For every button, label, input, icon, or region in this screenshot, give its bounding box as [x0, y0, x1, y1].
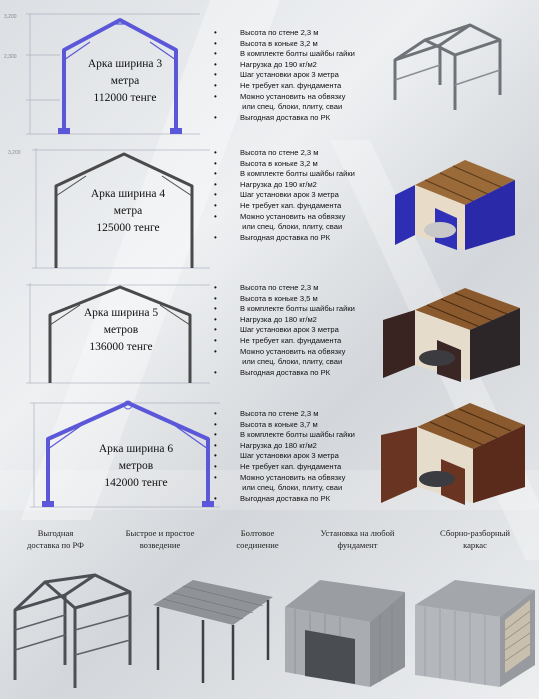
spec-item: • Шаг установки арок 3 метра	[214, 70, 355, 81]
spec-item: • Не требует кап. фундамента	[214, 462, 355, 473]
spec-item: • Выгодная доставка по РК	[214, 494, 355, 505]
caption-price: 112000 тенге	[93, 92, 157, 104]
garage-render-blue-doors	[385, 150, 525, 260]
spec-item: • Нагрузка до 180 кг/м2	[214, 441, 355, 452]
spec-list-1	[214, 28, 355, 123]
feature-fast-assembly	[105, 527, 215, 551]
feature-line: Сборно-разборный	[439, 528, 510, 538]
spec-item: • Шаг установки арок 3 метра	[214, 325, 355, 336]
feature-collapsible	[420, 527, 530, 551]
spec-item: • Высота по стене 2,3 м	[214, 148, 355, 159]
spec-item: • В комплекте болты шайбы гайки	[214, 169, 355, 180]
feature-line: каркас	[463, 540, 487, 550]
spec-item: • Высота по стене 2,3 м	[214, 283, 355, 294]
garage-render-dark-doors	[375, 280, 525, 390]
caption-subtitle: метра	[110, 75, 140, 87]
spec-list-4	[214, 409, 355, 504]
caption-price: 142000 тенге	[104, 477, 168, 489]
caption-title: Арка ширина 6	[98, 443, 174, 455]
product-caption-1	[70, 56, 180, 107]
feature-line: доставка по РФ	[27, 540, 84, 550]
feature-line: Установка на любой	[320, 528, 395, 538]
product-section-2	[0, 140, 539, 275]
frame-render-image	[385, 15, 520, 115]
spec-item: • Не требует кап. фундамента	[214, 336, 355, 347]
clad-garage-render	[410, 575, 538, 695]
spec-item: • Шаг установки арок 3 метра	[214, 451, 355, 462]
product-section-4	[0, 395, 539, 525]
feature-delivery	[8, 527, 103, 551]
roofed-frame-render	[148, 575, 278, 685]
spec-item: • Нагрузка до 190 кг/м2	[214, 180, 355, 191]
spec-item: • Высота в коньке 3,7 м	[214, 420, 355, 431]
spec-list-3	[214, 283, 355, 378]
caption-price: 125000 тенге	[96, 222, 160, 234]
svg-text:3,200: 3,200	[8, 150, 21, 156]
product-caption-2	[68, 186, 188, 237]
product-section-1	[0, 0, 539, 140]
product-section-3	[0, 275, 539, 395]
partly-clad-render	[280, 572, 410, 692]
spec-item: • Высота по стене 2,3 м	[214, 28, 355, 39]
caption-subtitle: метра	[113, 205, 143, 217]
spec-item: • Можно установить на обвязку или спец. блоки, плиту, сваи	[214, 473, 355, 494]
spec-item: • Нагрузка до 190 кг/м2	[214, 60, 355, 71]
spec-item: • Можно установить на обвязку или спец. блоки, плиту, сваи	[214, 347, 355, 368]
feature-bolted	[215, 527, 300, 551]
spec-item: • Высота в коньке 3,2 м	[214, 159, 355, 170]
spec-item: • Выгодная доставка по РК	[214, 233, 355, 244]
feature-line: Быстрое и простое	[125, 528, 195, 538]
svg-text:2,300: 2,300	[4, 54, 17, 60]
spec-item: • Можно установить на обвязку или спец. блоки, плиту, сваи	[214, 212, 355, 233]
spec-item: • В комплекте болты шайбы гайки	[214, 304, 355, 315]
spec-item: • Выгодная доставка по РК	[214, 368, 355, 379]
garage-render-brown-doors	[375, 395, 530, 515]
spec-item: • Не требует кап. фундамента	[214, 81, 355, 92]
caption-title: Арка ширина 4	[90, 188, 166, 200]
product-caption-4	[76, 441, 196, 492]
spec-item: • В комплекте болты шайбы гайки	[214, 430, 355, 441]
feature-line: фундамент	[337, 540, 378, 550]
product-caption-3	[66, 305, 176, 356]
feature-line: соединение	[236, 540, 279, 550]
spec-item: • Можно установить на обвязку или спец. блоки, плиту, сваи	[214, 92, 355, 113]
feature-any-foundation	[300, 527, 415, 551]
caption-subtitle: метров	[103, 324, 139, 336]
caption-subtitle: метров	[118, 460, 154, 472]
spec-item: • В комплекте болты шайбы гайки	[214, 49, 355, 60]
feature-line: Болтовое	[240, 528, 275, 538]
spec-item: • Выгодная доставка по РК	[214, 113, 355, 124]
caption-price: 136000 тенге	[89, 341, 153, 353]
feature-line: Выгодная	[37, 528, 74, 538]
spec-list-2	[214, 148, 355, 243]
spec-item: • Высота в коньке 3,5 м	[214, 294, 355, 305]
caption-title: Арка ширина 3	[87, 58, 163, 70]
spec-item: • Нагрузка до 180 кг/м2	[214, 315, 355, 326]
spec-item: • Высота в коньке 3,2 м	[214, 39, 355, 50]
svg-text:3,200: 3,200	[4, 14, 17, 20]
spec-item: • Высота по стене 2,3 м	[214, 409, 355, 420]
frame-skeleton-render	[5, 570, 140, 690]
spec-item: • Шаг установки арок 3 метра	[214, 190, 355, 201]
spec-item: • Не требует кап. фундамента	[214, 201, 355, 212]
caption-title: Арка ширина 5	[83, 307, 159, 319]
feature-line: возведение	[139, 540, 181, 550]
